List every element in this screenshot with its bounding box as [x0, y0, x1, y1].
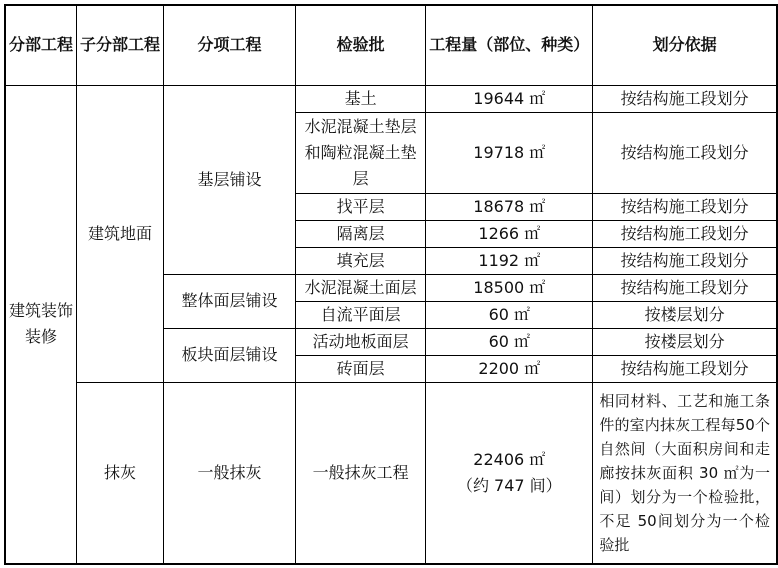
- item-base-cell: 基层铺设: [164, 85, 296, 274]
- quantity-cell: 1266 ㎡: [426, 220, 593, 247]
- batch-cell: 活动地板面层: [295, 328, 425, 355]
- quantity-cell: 18678 ㎡: [426, 193, 593, 220]
- quantity-cell: 2200 ㎡: [426, 355, 593, 382]
- basis-cell: 按结构施工段划分: [593, 247, 777, 274]
- batch-cell: 砖面层: [295, 355, 425, 382]
- batch-cell: 一般抹灰工程: [295, 382, 425, 564]
- inspection-lot-table: [4, 4, 778, 565]
- quantity-cell: 60 ㎡: [426, 328, 593, 355]
- header-quantity: 工程量（部位、种类）: [426, 5, 593, 85]
- basis-cell: 按结构施工段划分: [593, 220, 777, 247]
- quantity-cell: 1192 ㎡: [426, 247, 593, 274]
- quantity-cell: 19644 ㎡: [426, 85, 593, 112]
- subdivision-plaster-cell: 抹灰: [77, 382, 164, 564]
- division-cell: 建筑装饰装修: [5, 85, 77, 564]
- header-division: 分部工程: [5, 5, 77, 85]
- batch-cell: 自流平面层: [295, 301, 425, 328]
- basis-cell: 按结构施工段划分: [593, 112, 777, 193]
- quantity-cell: 18500 ㎡: [426, 274, 593, 301]
- batch-cell: 填充层: [295, 247, 425, 274]
- basis-cell: 按结构施工段划分: [593, 193, 777, 220]
- basis-cell: 相同材料、工艺和施工条件的室内抹灰工程每50个自然间（大面积房间和走廊按抹灰面积 30 ㎡为一间）划分为一个检验批，不足 50间划分为一个检验批: [593, 382, 777, 564]
- batch-cell: 水泥混凝土面层: [295, 274, 425, 301]
- basis-cell: 按结构施工段划分: [593, 274, 777, 301]
- item-general-plaster-cell: 一般抹灰: [164, 382, 296, 564]
- basis-cell: 按结构施工段划分: [593, 355, 777, 382]
- basis-cell: 按楼层划分: [593, 328, 777, 355]
- header-batch: 检验批: [295, 5, 425, 85]
- basis-cell: 按楼层划分: [593, 301, 777, 328]
- header-item: 分项工程: [164, 5, 296, 85]
- item-monolithic-cell: 整体面层铺设: [164, 274, 296, 328]
- quantity-cell: 22406 ㎡ （约 747 间）: [426, 382, 593, 564]
- batch-cell: 找平层: [295, 193, 425, 220]
- quantity-cell: 60 ㎡: [426, 301, 593, 328]
- header-basis: 划分依据: [593, 5, 777, 85]
- item-slab-cell: 板块面层铺设: [164, 328, 296, 382]
- basis-cell: 按结构施工段划分: [593, 85, 777, 112]
- batch-cell: 水泥混凝土垫层和陶粒混凝土垫层: [295, 112, 425, 193]
- table-row: [5, 382, 777, 564]
- quantity-cell: 19718 ㎡: [426, 112, 593, 193]
- division-table-container: [4, 4, 778, 565]
- table-row: [5, 85, 777, 112]
- batch-cell: 基土: [295, 85, 425, 112]
- subdivision-floor-cell: 建筑地面: [77, 85, 164, 382]
- batch-cell: 隔离层: [295, 220, 425, 247]
- header-row: [5, 5, 777, 85]
- header-subdivision: 子分部工程: [77, 5, 164, 85]
